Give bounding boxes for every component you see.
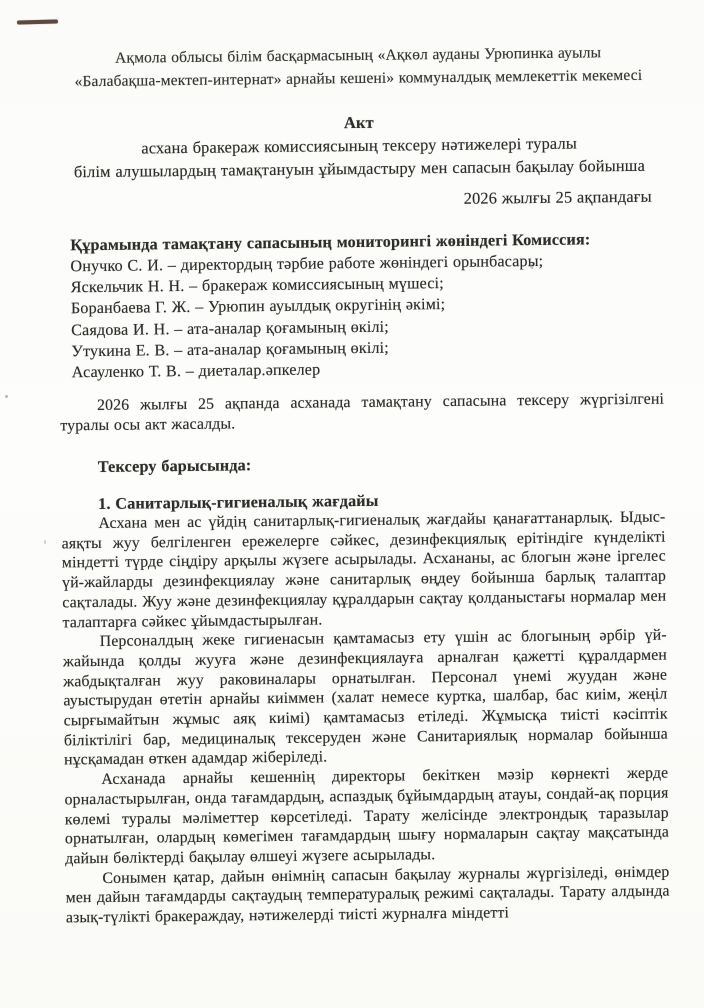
organization-header <box>56 41 660 94</box>
intro-paragraph: 2026 жылғы 25 ақпанда асханада тамақтану сапасына тексеру жүргізілгені туралы осы акт жасалды. <box>60 390 665 435</box>
scan-artifact-mark <box>17 19 58 24</box>
commission-block <box>58 228 664 384</box>
section1-heading: 1. Санитарлық-гигиеналық жағдайы <box>98 491 379 514</box>
commission-member: Онучко С. И. – директордың тәрбие работе жөніндегі орынбасары; <box>70 252 544 276</box>
section1-paragraph-3: Асханада арнайы кешеннің директоры бекіткен мәзір көрнекті жерде орналастырылған, онда тағамдардың, аспаздық бұйымдардың атауы, сондай-ақ порция көлемі туралы мәліметтер көрсетіледі. Тарату желісінде электрондық таразылар орнатылған, олардың көмегімен тағамдардың шығу нормаларын сақтау мақсатында дайын бөліктерді бақылау өлшеуі жүзеге асырылады. <box>64 764 670 868</box>
commission-member: Боранбаева Г. Ж. – Урюпин ауылдық округінің әкімі; <box>70 296 446 318</box>
organization-line-2: «Балабақша-мектеп-интернат» арнайы кешені» коммуналдық мемлекеттік мекемесі <box>74 66 643 91</box>
scan-speck <box>5 395 8 398</box>
document-content <box>56 41 670 929</box>
inspection-heading: Тексеру барысында: <box>97 456 252 477</box>
section1-paragraph-4: Сонымен қатар, дайын өнімнің сапасын бақылау журналы жүргізіледі, өнімдер мен дайын тағамдарды сақтаудың температуралық режимі сақталады. Тарату алдында азық-түлікті бракераждау, нәтижелерді тиісті журналға міндетті <box>65 863 670 927</box>
commission-member: Утукина Е. В. – ата-аналар қоғамының өкілі; <box>71 339 389 361</box>
subtitle-line-2: білім алушылардың тамақтануын ұйымдастыру мен сапасын бақылау бойынша <box>73 155 646 182</box>
commission-member: Асауленко Т. В. – диеталар.әпкелер <box>71 361 321 382</box>
subtitle-line-1: асхана бракераж комиссиясының тексеру нәтижелері туралы <box>141 133 578 158</box>
section1-paragraph-1: Асхана мен ас үйдің санитарлық-гигиеналық жағдайы қанағаттанарлық. Ыдыс-аяқты жуу белгіленген ережелерге сәйкес, дезинфекциялық ерітіндіге күнделікті міндетті түрде сіңдіру арқылы жүзеге асырылады. Асхананы, ас блогын және іргелес үй-жайларды дезинфекциялау және санитарлық өңдеу бойынша барлық талаптар сақталады. Жуу және дезинфекциялау құралдарын сақтау қолданыстағы нормалар мен талаптарға сәйкес ұйымдастырылған. <box>61 508 667 631</box>
commission-member: Саядова И. Н. – ата-аналар қоғамының өкілі; <box>71 318 389 339</box>
organization-line-1: Ақмола облысы білім басқармасының «Ақкөл ауданы Урюпинка ауылы <box>115 44 602 67</box>
section1-paragraph-2: Персоналдың жеке гигиенасын қамтамасыз ету үшін ас блогының әрбір үй-жайында қолды жууға және дезинфекциялауға арналған қажетті құралдармен жабдықталған жуу раковиналары орнатылған. Персонал үнемі жуудан және ауыстырудан өтетін арнайы киіммен (халат немесе куртка, шалбар, бас киім, жеңіл сырғымайтын жұмыс аяқ киімі) қамтамасыз етіледі. Жұмысқа тиісті кәсіптік біліктілігі бар, медициналық тексеруден және Санитариялық нормалар бойынша нұсқамадан өткен адамдар жіберіледі. <box>62 626 668 769</box>
scan-speck <box>44 540 46 544</box>
document-subtitle <box>57 131 661 184</box>
commission-heading: Құрамында тамақтану сапасының мониторингі жөніндегі Комиссия: <box>70 230 591 255</box>
commission-member: Яскельчик Н. Н. – бракераж комиссиясының мүшесі; <box>70 275 444 297</box>
document-title: Акт <box>343 112 374 133</box>
document-date: 2026 жылғы 25 ақпандағы <box>463 186 652 208</box>
